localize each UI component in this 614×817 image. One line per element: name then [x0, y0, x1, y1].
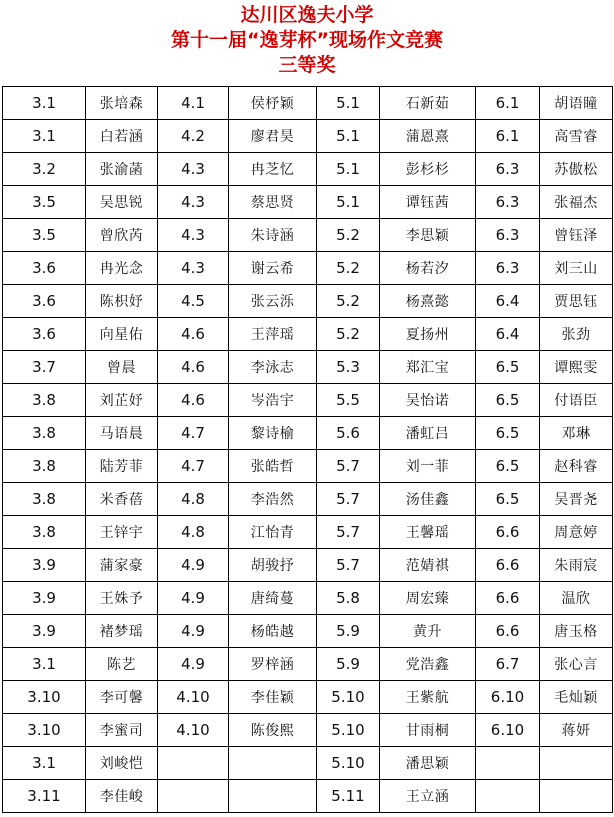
- class-cell: 6.6: [476, 549, 540, 582]
- student-name-cell: 黄升: [380, 615, 476, 648]
- class-cell: 3.8: [3, 417, 86, 450]
- student-name-cell: 邓琳: [540, 417, 613, 450]
- class-cell: 4.7: [158, 450, 229, 483]
- class-cell: 5.9: [317, 648, 380, 681]
- class-cell: 4.9: [158, 648, 229, 681]
- student-name-cell: 刘一菲: [380, 450, 476, 483]
- student-name-cell: 陈艺: [86, 648, 158, 681]
- student-name-cell: 唐绮蔓: [229, 582, 317, 615]
- student-name-cell: 张福杰: [540, 186, 613, 219]
- class-cell: 5.10: [317, 681, 380, 714]
- class-cell: 4.8: [158, 516, 229, 549]
- student-name-cell: [540, 780, 613, 813]
- student-name-cell: 温欣: [540, 582, 613, 615]
- class-cell: 5.2: [317, 252, 380, 285]
- class-cell: 6.3: [476, 186, 540, 219]
- student-name-cell: 甘雨桐: [380, 714, 476, 747]
- table-row: [3, 186, 613, 219]
- class-cell: 4.3: [158, 153, 229, 186]
- student-name-cell: 高雪睿: [540, 120, 613, 153]
- class-cell: 3.6: [3, 285, 86, 318]
- class-cell: 4.6: [158, 318, 229, 351]
- class-cell: 5.10: [317, 714, 380, 747]
- class-cell: 3.9: [3, 582, 86, 615]
- class-cell: [158, 747, 229, 780]
- student-name-cell: 石新茹: [380, 87, 476, 120]
- class-cell: 6.5: [476, 483, 540, 516]
- student-name-cell: 党浩鑫: [380, 648, 476, 681]
- class-cell: 5.11: [317, 780, 380, 813]
- class-cell: 6.4: [476, 285, 540, 318]
- table-row: [3, 648, 613, 681]
- student-name-cell: 王锌宇: [86, 516, 158, 549]
- student-name-cell: 李佳颖: [229, 681, 317, 714]
- class-cell: 4.3: [158, 219, 229, 252]
- class-cell: 6.5: [476, 450, 540, 483]
- class-cell: 5.1: [317, 87, 380, 120]
- class-cell: 4.7: [158, 417, 229, 450]
- class-cell: 3.8: [3, 483, 86, 516]
- class-cell: 3.10: [3, 714, 86, 747]
- table-row: [3, 384, 613, 417]
- class-cell: 6.5: [476, 351, 540, 384]
- class-cell: 4.3: [158, 252, 229, 285]
- class-cell: 5.2: [317, 285, 380, 318]
- class-cell: 6.3: [476, 153, 540, 186]
- student-name-cell: 蔡思贤: [229, 186, 317, 219]
- student-name-cell: 谢云希: [229, 252, 317, 285]
- student-name-cell: 郑汇宝: [380, 351, 476, 384]
- student-name-cell: 潘思颖: [380, 747, 476, 780]
- class-cell: 5.1: [317, 120, 380, 153]
- class-cell: 3.5: [3, 219, 86, 252]
- student-name-cell: 白若涵: [86, 120, 158, 153]
- class-cell: 3.8: [3, 450, 86, 483]
- student-name-cell: 江怡青: [229, 516, 317, 549]
- student-name-cell: 李佳峻: [86, 780, 158, 813]
- class-cell: [158, 780, 229, 813]
- student-name-cell: 李思颖: [380, 219, 476, 252]
- class-cell: 6.6: [476, 582, 540, 615]
- student-name-cell: 吴晋尧: [540, 483, 613, 516]
- class-cell: [476, 747, 540, 780]
- class-cell: 5.9: [317, 615, 380, 648]
- award-table: [2, 86, 613, 813]
- school-name: 达川区逸夫小学: [240, 4, 374, 26]
- class-cell: [476, 780, 540, 813]
- table-row: [3, 351, 613, 384]
- student-name-cell: 张皓哲: [229, 450, 317, 483]
- student-name-cell: 张心言: [540, 648, 613, 681]
- class-cell: 3.9: [3, 549, 86, 582]
- student-name-cell: 彭杉杉: [380, 153, 476, 186]
- student-name-cell: 陈枳妤: [86, 285, 158, 318]
- table-row: [3, 747, 613, 780]
- student-name-cell: 刘芷妤: [86, 384, 158, 417]
- class-cell: 4.10: [158, 714, 229, 747]
- student-name-cell: 陈俊熙: [229, 714, 317, 747]
- class-cell: 3.1: [3, 648, 86, 681]
- class-cell: 6.10: [476, 714, 540, 747]
- class-cell: 5.2: [317, 318, 380, 351]
- class-cell: 5.2: [317, 219, 380, 252]
- class-cell: 6.1: [476, 87, 540, 120]
- award-title: 三等奖: [278, 54, 336, 76]
- class-cell: 4.9: [158, 549, 229, 582]
- student-name-cell: 朱诗涵: [229, 219, 317, 252]
- table-row: [3, 549, 613, 582]
- table-row: [3, 450, 613, 483]
- class-cell: 6.1: [476, 120, 540, 153]
- student-name-cell: 吴怡诺: [380, 384, 476, 417]
- class-cell: 6.3: [476, 219, 540, 252]
- table-row: [3, 153, 613, 186]
- student-name-cell: 曾晨: [86, 351, 158, 384]
- table-row: [3, 285, 613, 318]
- student-name-cell: 唐玉格: [540, 615, 613, 648]
- student-name-cell: 冉光念: [86, 252, 158, 285]
- student-name-cell: 蒋妍: [540, 714, 613, 747]
- student-name-cell: 李泳志: [229, 351, 317, 384]
- student-name-cell: [229, 780, 317, 813]
- student-name-cell: 付语臣: [540, 384, 613, 417]
- class-cell: 5.7: [317, 549, 380, 582]
- class-cell: 5.8: [317, 582, 380, 615]
- class-cell: 4.6: [158, 384, 229, 417]
- class-cell: 3.1: [3, 120, 86, 153]
- student-name-cell: 周宏臻: [380, 582, 476, 615]
- class-cell: 5.1: [317, 186, 380, 219]
- class-cell: 3.8: [3, 516, 86, 549]
- class-cell: 3.2: [3, 153, 86, 186]
- table-row: [3, 780, 613, 813]
- class-cell: 3.1: [3, 747, 86, 780]
- class-cell: 4.9: [158, 615, 229, 648]
- student-name-cell: 马语晨: [86, 417, 158, 450]
- class-cell: 3.6: [3, 318, 86, 351]
- award-table-body: [3, 87, 613, 813]
- class-cell: 5.10: [317, 747, 380, 780]
- class-cell: 3.8: [3, 384, 86, 417]
- student-name-cell: 潘虹吕: [380, 417, 476, 450]
- class-cell: 6.7: [476, 648, 540, 681]
- student-name-cell: 王馨瑶: [380, 516, 476, 549]
- student-name-cell: 罗梓涵: [229, 648, 317, 681]
- table-row: [3, 417, 613, 450]
- student-name-cell: 夏扬州: [380, 318, 476, 351]
- table-row: [3, 87, 613, 120]
- table-row: [3, 219, 613, 252]
- student-name-cell: [540, 747, 613, 780]
- table-row: [3, 714, 613, 747]
- class-cell: 4.8: [158, 483, 229, 516]
- class-cell: 6.3: [476, 252, 540, 285]
- student-name-cell: 杨若汐: [380, 252, 476, 285]
- table-row: [3, 318, 613, 351]
- student-name-cell: 曾欣芮: [86, 219, 158, 252]
- class-cell: 6.5: [476, 384, 540, 417]
- student-name-cell: 蒲恩熹: [380, 120, 476, 153]
- header: [0, 0, 614, 86]
- class-cell: 4.1: [158, 87, 229, 120]
- class-cell: 6.6: [476, 615, 540, 648]
- student-name-cell: 王萍瑶: [229, 318, 317, 351]
- class-cell: 3.5: [3, 186, 86, 219]
- student-name-cell: 张渝菡: [86, 153, 158, 186]
- student-name-cell: 李可馨: [86, 681, 158, 714]
- class-cell: 4.6: [158, 351, 229, 384]
- class-cell: 3.10: [3, 681, 86, 714]
- table-row: [3, 681, 613, 714]
- class-cell: 6.5: [476, 417, 540, 450]
- student-name-cell: 周意婷: [540, 516, 613, 549]
- student-name-cell: 张云泺: [229, 285, 317, 318]
- student-name-cell: 张劲: [540, 318, 613, 351]
- student-name-cell: 朱雨宸: [540, 549, 613, 582]
- student-name-cell: 王姝予: [86, 582, 158, 615]
- student-name-cell: 刘峻恺: [86, 747, 158, 780]
- student-name-cell: 米香蓓: [86, 483, 158, 516]
- table-row: [3, 483, 613, 516]
- class-cell: 6.6: [476, 516, 540, 549]
- student-name-cell: 杨皓越: [229, 615, 317, 648]
- student-name-cell: 张培森: [86, 87, 158, 120]
- student-name-cell: 胡骏抒: [229, 549, 317, 582]
- student-name-cell: 向星佑: [86, 318, 158, 351]
- student-name-cell: 曾钰泽: [540, 219, 613, 252]
- class-cell: 5.7: [317, 450, 380, 483]
- class-cell: 5.1: [317, 153, 380, 186]
- class-cell: 6.4: [476, 318, 540, 351]
- student-name-cell: 李浩然: [229, 483, 317, 516]
- student-name-cell: 吴思锐: [86, 186, 158, 219]
- student-name-cell: 廖君昊: [229, 120, 317, 153]
- student-name-cell: 刘三山: [540, 252, 613, 285]
- class-cell: 3.7: [3, 351, 86, 384]
- table-row: [3, 615, 613, 648]
- student-name-cell: 贾思钰: [540, 285, 613, 318]
- student-name-cell: 黎诗榆: [229, 417, 317, 450]
- class-cell: 4.9: [158, 582, 229, 615]
- class-cell: 5.3: [317, 351, 380, 384]
- class-cell: 6.10: [476, 681, 540, 714]
- student-name-cell: 毛灿颖: [540, 681, 613, 714]
- student-name-cell: 谭钰茜: [380, 186, 476, 219]
- class-cell: 3.11: [3, 780, 86, 813]
- student-name-cell: 李蜜司: [86, 714, 158, 747]
- competition-title: 第十一届“逸芽杯”现场作文竞赛: [171, 29, 443, 51]
- class-cell: 5.7: [317, 483, 380, 516]
- student-name-cell: 胡语瞳: [540, 87, 613, 120]
- class-cell: 4.10: [158, 681, 229, 714]
- student-name-cell: 陆芳菲: [86, 450, 158, 483]
- class-cell: 4.2: [158, 120, 229, 153]
- class-cell: 3.9: [3, 615, 86, 648]
- table-row: [3, 120, 613, 153]
- student-name-cell: 侯杼颖: [229, 87, 317, 120]
- class-cell: 4.5: [158, 285, 229, 318]
- class-cell: 5.7: [317, 516, 380, 549]
- student-name-cell: 谭熙雯: [540, 351, 613, 384]
- class-cell: 3.1: [3, 87, 86, 120]
- student-name-cell: 蒲家豪: [86, 549, 158, 582]
- table-row: [3, 582, 613, 615]
- class-cell: 5.5: [317, 384, 380, 417]
- table-row: [3, 516, 613, 549]
- student-name-cell: [229, 747, 317, 780]
- class-cell: 4.3: [158, 186, 229, 219]
- student-name-cell: 苏傲松: [540, 153, 613, 186]
- student-name-cell: 冉芝忆: [229, 153, 317, 186]
- student-name-cell: 赵科睿: [540, 450, 613, 483]
- student-name-cell: 王紫航: [380, 681, 476, 714]
- student-name-cell: 杨熹懿: [380, 285, 476, 318]
- table-row: [3, 252, 613, 285]
- class-cell: 5.6: [317, 417, 380, 450]
- student-name-cell: 汤佳鑫: [380, 483, 476, 516]
- student-name-cell: 岑浩宇: [229, 384, 317, 417]
- student-name-cell: 范婧祺: [380, 549, 476, 582]
- student-name-cell: 王立涵: [380, 780, 476, 813]
- class-cell: 3.6: [3, 252, 86, 285]
- student-name-cell: 褚梦瑶: [86, 615, 158, 648]
